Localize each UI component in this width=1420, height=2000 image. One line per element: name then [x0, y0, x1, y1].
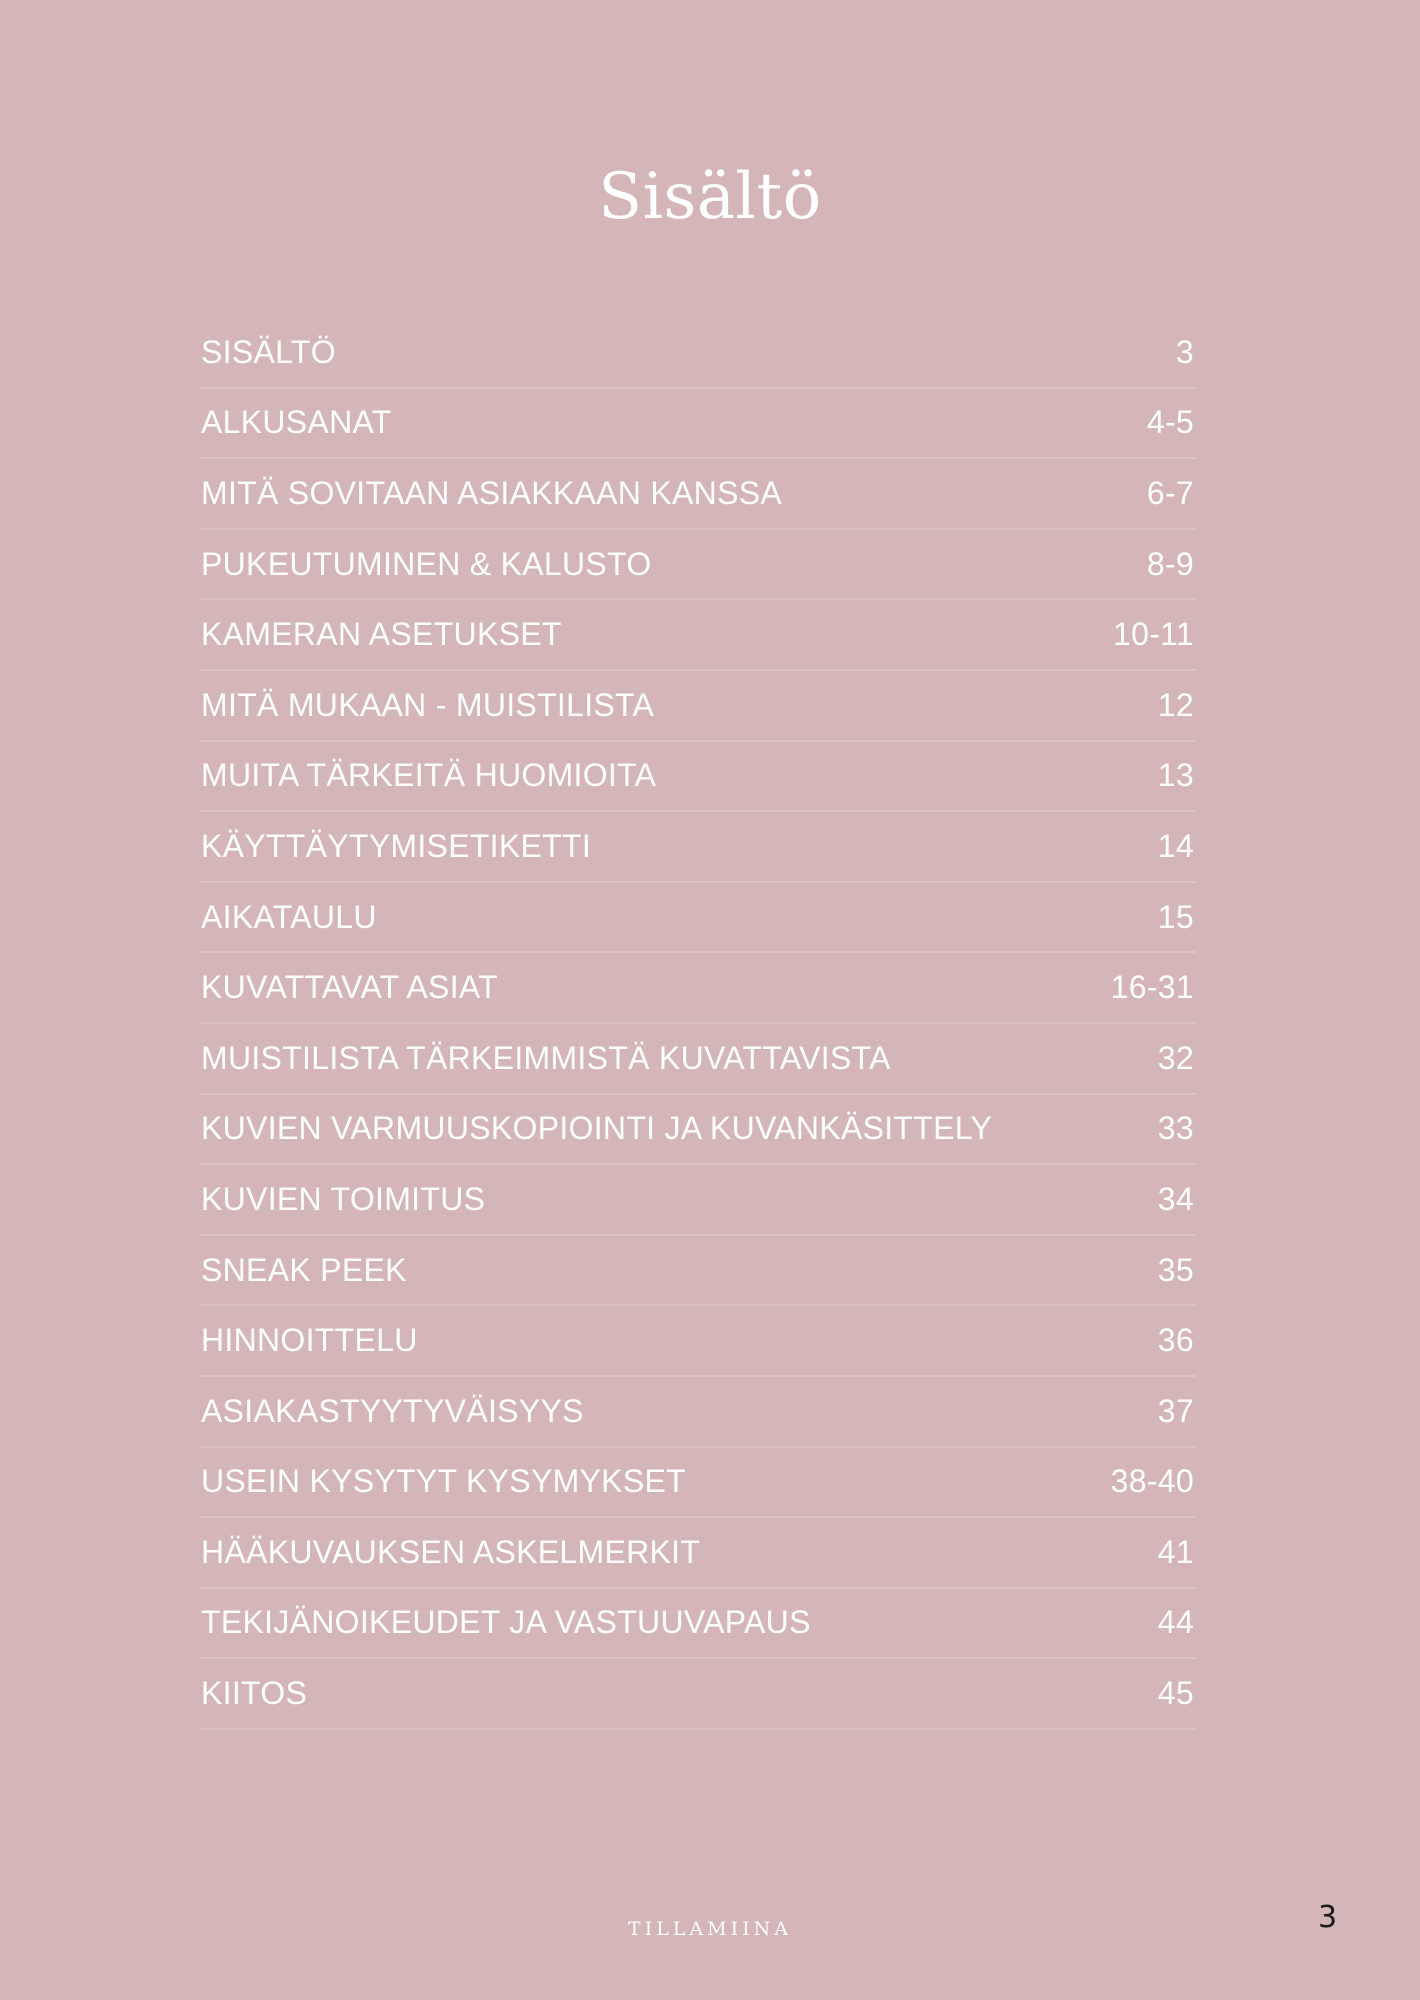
toc-entry-page: 35: [1157, 1251, 1194, 1288]
brand-logo-text: TILLAMIINA: [628, 1918, 792, 1940]
toc-entry-page: 41: [1157, 1533, 1194, 1570]
toc-entry-label: ASIAKASTYYTYVÄISYYS: [201, 1392, 584, 1429]
toc-row[interactable]: [200, 812, 1196, 883]
toc-row[interactable]: [200, 671, 1196, 742]
toc-row[interactable]: [200, 1165, 1196, 1236]
page-number: 3: [1318, 1900, 1338, 1935]
toc-entry-page: 37: [1157, 1392, 1194, 1429]
toc-entry-label: ALKUSANAT: [201, 404, 392, 441]
toc-entry-page: 13: [1157, 757, 1194, 794]
toc-entry-label: HÄÄKUVAUKSEN ASKELMERKIT: [201, 1533, 701, 1570]
toc-row[interactable]: [200, 1589, 1196, 1660]
toc-row[interactable]: [200, 1095, 1196, 1166]
toc-row[interactable]: [200, 1306, 1196, 1377]
toc-row[interactable]: [200, 318, 1196, 389]
toc-entry-page: 16-31: [1110, 969, 1194, 1006]
toc-row[interactable]: [200, 742, 1196, 813]
toc-row[interactable]: [200, 1518, 1196, 1589]
toc-row[interactable]: [200, 1448, 1196, 1519]
toc-entry-page: 15: [1157, 898, 1194, 935]
toc-entry-page: 45: [1157, 1675, 1194, 1712]
toc-entry-label: MUITA TÄRKEITÄ HUOMIOITA: [201, 757, 657, 794]
toc-entry-page: 6-7: [1146, 474, 1194, 511]
toc-entry-label: KUVIEN TOIMITUS: [201, 1180, 486, 1217]
toc-row[interactable]: [200, 1236, 1196, 1307]
toc-entry-page: 32: [1157, 1039, 1194, 1076]
toc-entry-page: 34: [1157, 1180, 1194, 1217]
toc-entry-label: KIITOS: [201, 1675, 308, 1712]
toc-entry-label: MUISTILISTA TÄRKEIMMISTÄ KUVATTAVISTA: [201, 1039, 891, 1076]
toc-entry-label: TEKIJÄNOIKEUDET JA VASTUUVAPAUS: [201, 1604, 811, 1641]
toc-entry-label: MITÄ MUKAAN - MUISTILISTA: [201, 686, 655, 723]
toc-row[interactable]: [200, 1377, 1196, 1448]
toc-entry-page: 3: [1175, 333, 1194, 370]
toc-entry-page: 10-11: [1113, 616, 1194, 653]
toc-entry-label: PUKEUTUMINEN & KALUSTO: [201, 545, 652, 582]
toc-entry-page: 36: [1157, 1322, 1194, 1359]
toc-entry-label: USEIN KYSYTYT KYSYMYKSET: [201, 1463, 686, 1500]
toc-entry-page: 8-9: [1146, 545, 1194, 582]
toc-entry-page: 4-5: [1146, 404, 1194, 441]
page-title: Sisältö: [598, 160, 822, 234]
toc-entry-label: MITÄ SOVITAAN ASIAKKAAN KANSSA: [201, 474, 783, 511]
toc-entry-label: KUVIEN VARMUUSKOPIOINTI JA KUVANKÄSITTELY: [201, 1110, 993, 1147]
toc-entry-page: 44: [1157, 1604, 1194, 1641]
toc-entry-label: KUVATTAVAT ASIAT: [201, 969, 499, 1006]
toc-entry-label: KÄYTTÄYTYMISETIKETTI: [201, 827, 592, 864]
toc-entry-page: 12: [1157, 686, 1194, 723]
toc-entry-page: 38-40: [1110, 1463, 1194, 1500]
table-of-contents: [200, 318, 1196, 1730]
toc-entry-label: SISÄLTÖ: [201, 333, 336, 370]
toc-entry-page: 14: [1157, 827, 1194, 864]
toc-row[interactable]: [200, 953, 1196, 1024]
toc-entry-page: 33: [1157, 1110, 1194, 1147]
toc-row[interactable]: [200, 389, 1196, 460]
toc-entry-label: SNEAK PEEK: [201, 1251, 407, 1288]
toc-row[interactable]: [200, 459, 1196, 530]
toc-row[interactable]: [200, 1024, 1196, 1095]
toc-entry-label: HINNOITTELU: [201, 1322, 418, 1359]
toc-row[interactable]: [200, 1659, 1196, 1730]
toc-entry-label: AIKATAULU: [201, 898, 377, 935]
toc-row[interactable]: [200, 530, 1196, 601]
toc-row[interactable]: [200, 883, 1196, 954]
toc-entry-label: KAMERAN ASETUKSET: [201, 616, 562, 653]
toc-row[interactable]: [200, 600, 1196, 671]
